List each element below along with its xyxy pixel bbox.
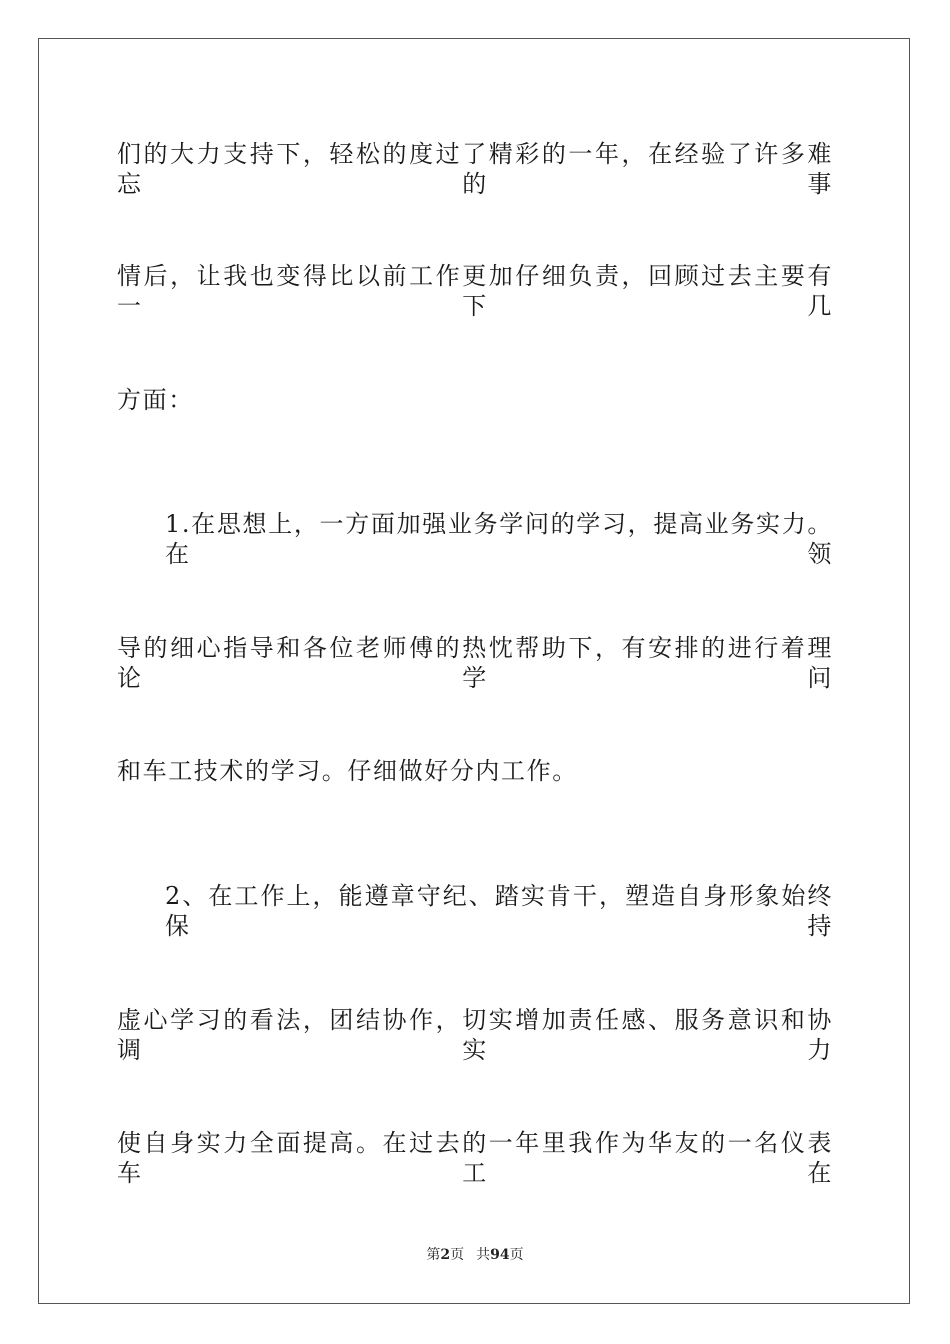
body-line-2: 情后，让我也变得比以前工作更加仔细负责，回顾过去主要有一下几 [117,262,833,320]
body-line-1: 们的大力支持下，轻松的度过了精彩的一年，在经验了许多难忘的事 [117,140,833,198]
body-line-6: 和车工技术的学习。仔细做好分内工作。 [117,757,578,785]
page-number: 2 [440,1247,451,1263]
body-line-4: 1.在思想上，一方面加强业务学问的学习，提高业务实力。在领 [165,510,833,568]
body-line-3: 方面： [117,386,194,414]
body-line-7: 2、在工作上，能遵章守纪、踏实肯干，塑造自身形象始终保持 [165,882,833,940]
body-line-5: 导的细心指导和各位老师傅的热忱帮助下，有安排的进行着理论学问 [117,634,833,692]
body-line-9: 使自身实力全面提高。在过去的一年里我作为华友的一名仪表车工在 [117,1129,833,1187]
body-line-8: 虚心学习的看法，团结协作，切实增加责任感、服务意识和协调实力 [117,1006,833,1064]
total-prefix: 共 [476,1247,491,1263]
page-suffix: 页 [450,1247,465,1263]
total-suffix: 页 [509,1247,524,1263]
page-footer [0,1246,950,1264]
page-prefix: 第 [426,1247,441,1263]
total-pages: 94 [490,1247,510,1263]
